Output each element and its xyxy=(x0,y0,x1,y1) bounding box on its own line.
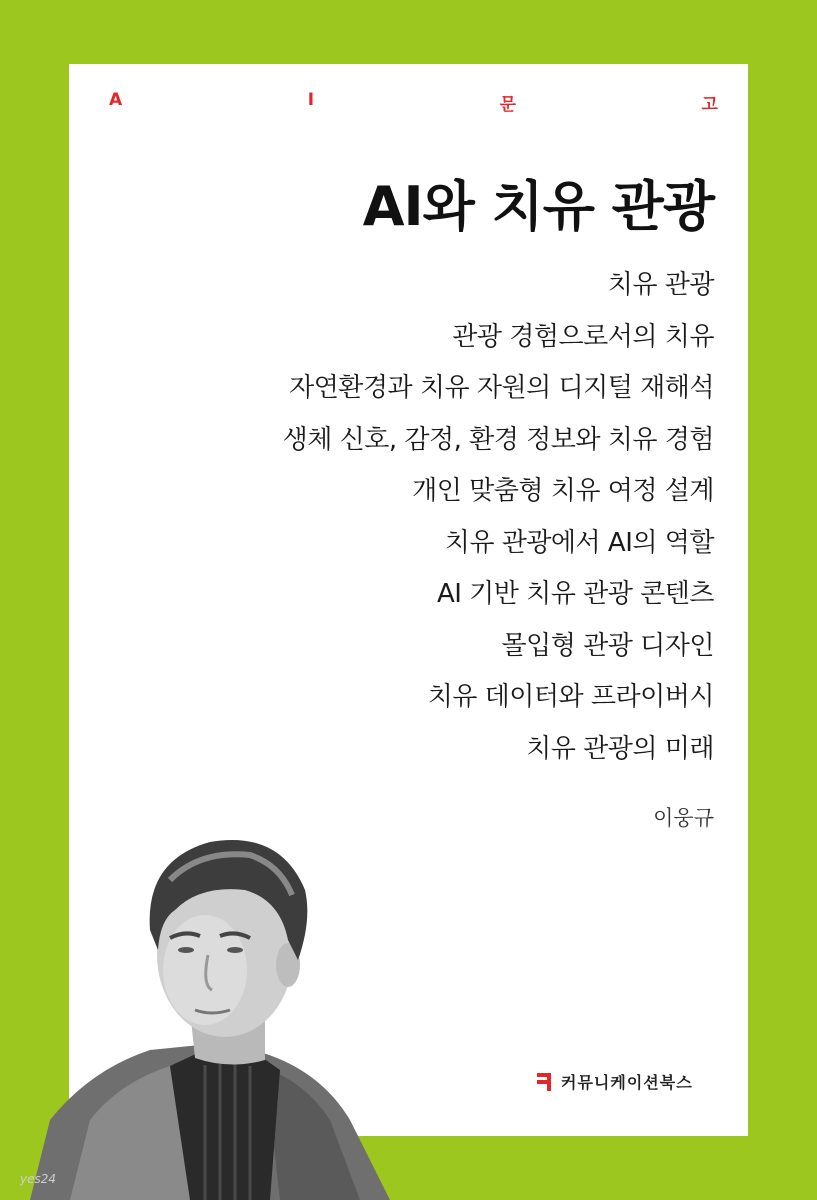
series-letter: 문 xyxy=(499,95,516,115)
toc-item: 치유 관광에서 AI의 역할 xyxy=(444,527,714,558)
toc-item: 생체 신호, 감정, 환경 정보와 치유 경험 xyxy=(282,424,714,455)
toc-item: 치유 데이터와 프라이버시 xyxy=(427,682,714,712)
toc-item: 치유 관광 xyxy=(607,270,714,300)
series-letter: I xyxy=(307,90,315,110)
publisher xyxy=(537,1070,693,1093)
publisher-logo-icon xyxy=(537,1071,553,1093)
toc-item: 관광 경험으로서의 치유 xyxy=(452,321,714,352)
toc-item: 몰입형 관광 디자인 xyxy=(501,630,714,661)
toc-item: 치유 관광의 미래 xyxy=(526,733,714,764)
table-of-contents xyxy=(283,260,714,775)
toc-item: 자연환경과 치유 자원의 디지털 재해석 xyxy=(289,373,714,403)
author-name: 이웅규 xyxy=(653,806,714,830)
series-letter: A xyxy=(109,90,123,110)
toc-item: AI 기반 치유 관광 콘텐츠 xyxy=(436,579,714,609)
series-label xyxy=(109,90,718,115)
book-title: AI와 치유 관광 xyxy=(362,175,714,238)
author-portrait xyxy=(30,820,450,1200)
series-letter: 고 xyxy=(701,95,718,115)
toc-item: 개인 맞춤형 치유 여정 설계 xyxy=(412,476,714,506)
publisher-name: 커뮤니케이션북스 xyxy=(561,1073,693,1092)
watermark: yes24 xyxy=(20,1172,57,1186)
